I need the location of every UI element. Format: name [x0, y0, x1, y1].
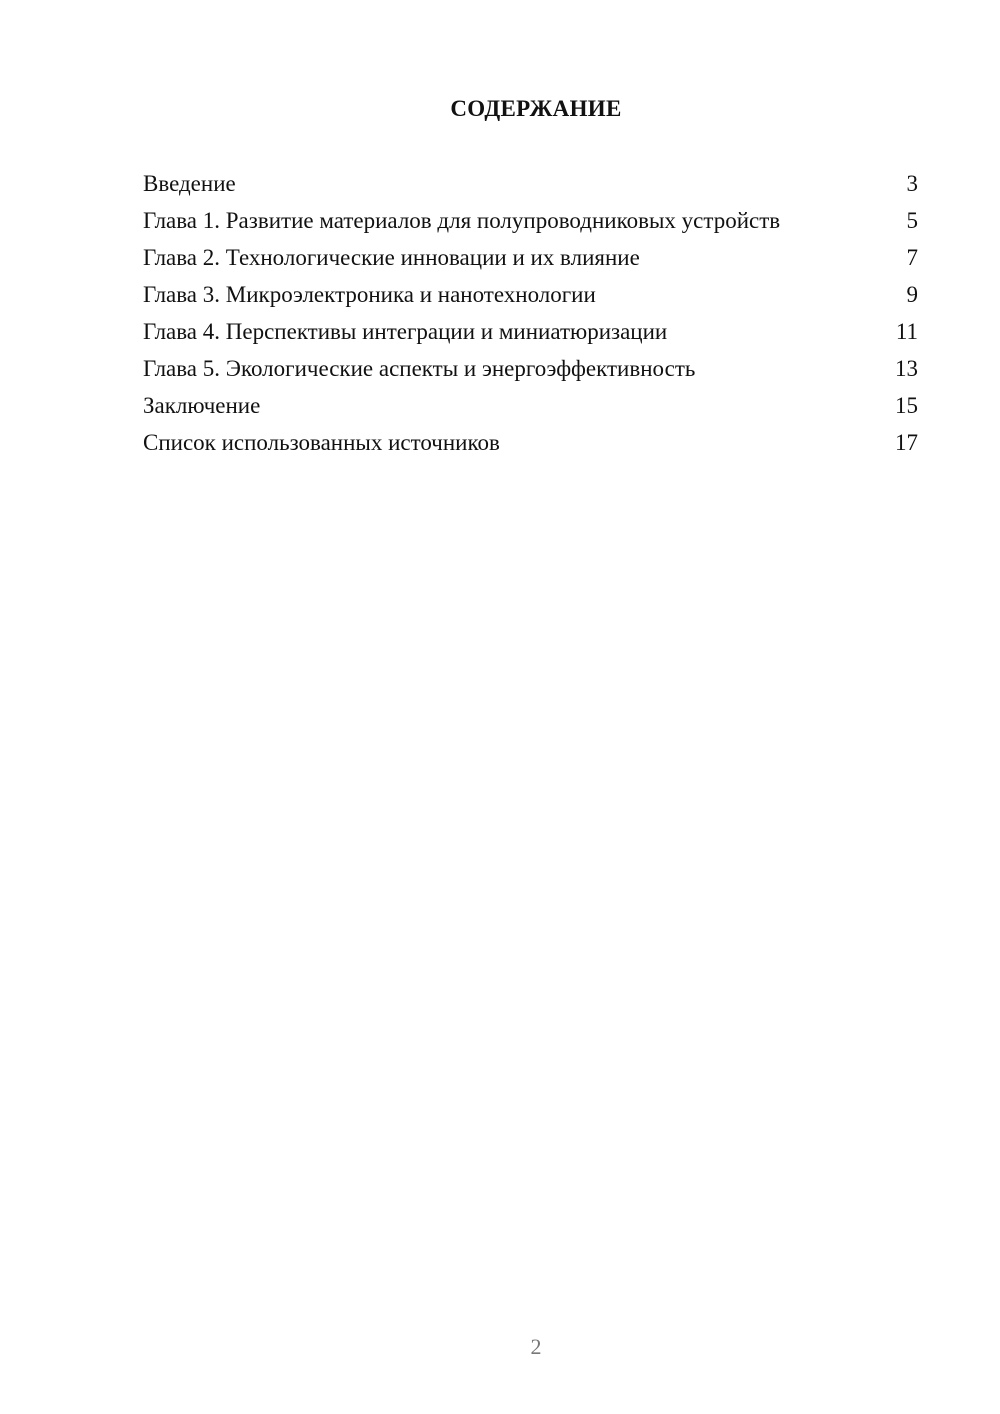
- toc-entry-chapter-4: [143, 318, 920, 345]
- toc-entry-chapter-1: [143, 207, 920, 234]
- toc-entry-conclusion: [143, 392, 920, 419]
- toc-entry-chapter-5: [143, 355, 920, 382]
- toc-entry-label: Глава 1. Развитие материалов для полупроводниковых устройств: [143, 208, 781, 233]
- toc-entry-page: 9: [906, 282, 918, 307]
- toc-entry-page: 17: [895, 430, 918, 455]
- toc-entry-label: Список использованных источников: [143, 430, 500, 455]
- toc-entry-label: Глава 3. Микроэлектроника и нанотехнологии: [143, 282, 596, 307]
- page-title: СОДЕРЖАНИЕ: [450, 96, 622, 121]
- toc-entry-references: [143, 429, 920, 456]
- toc-entry-page: 7: [906, 245, 918, 270]
- toc-entry-chapter-2: [143, 244, 920, 271]
- page-number: 2: [530, 1334, 542, 1359]
- toc-entry-page: 5: [906, 208, 918, 233]
- toc-entry-label: Глава 2. Технологические инновации и их влияние: [143, 245, 640, 270]
- toc-entry-page: 3: [906, 171, 918, 196]
- table-of-contents: [143, 170, 920, 466]
- toc-entry-label: Глава 5. Экологические аспекты и энергоэффективность: [143, 356, 696, 381]
- toc-entry-label: Заключение: [143, 393, 261, 418]
- toc-entry-page: 11: [895, 319, 918, 344]
- toc-entry-label: Глава 4. Перспективы интеграции и миниатюризации: [143, 319, 668, 344]
- toc-entry-chapter-3: [143, 281, 920, 308]
- toc-entry-label: Введение: [143, 171, 236, 196]
- toc-entry-page: 15: [895, 393, 918, 418]
- toc-entry-introduction: [143, 170, 920, 197]
- toc-entry-page: 13: [895, 356, 918, 381]
